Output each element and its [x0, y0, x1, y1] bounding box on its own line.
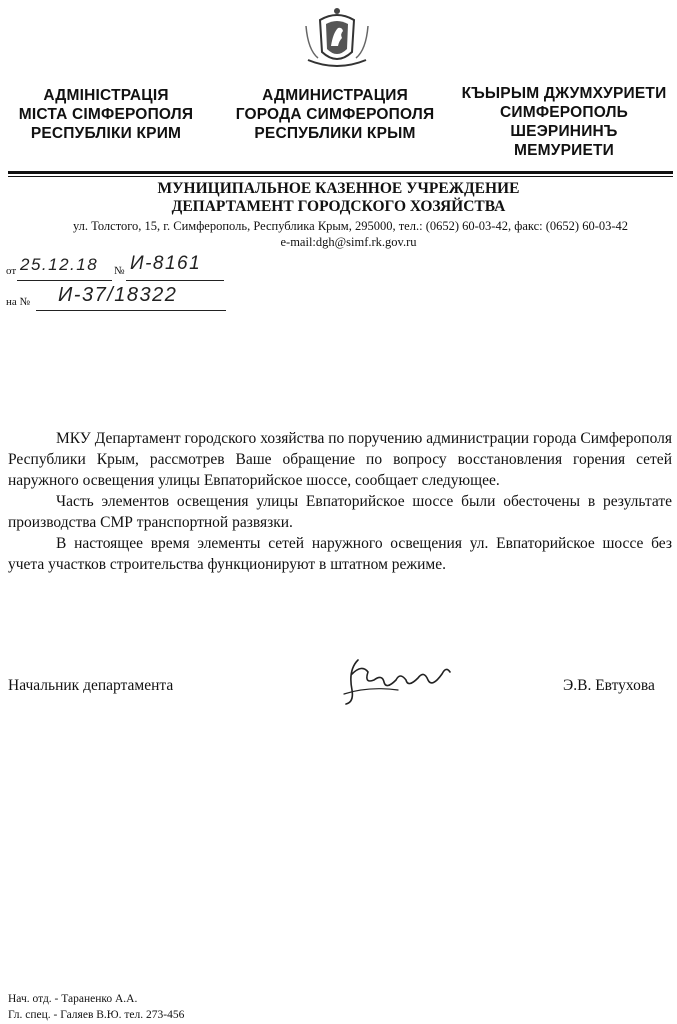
reply-number-label: на № [6, 296, 31, 308]
header-divider-thick [8, 171, 673, 174]
signatory-name: Э.В. Евтухова [563, 677, 655, 694]
number-label: № [114, 265, 125, 277]
handwritten-signature [338, 650, 458, 710]
header-russian [224, 86, 446, 143]
header-crimean-tatar-line: КЪЫРЫМ ДЖУМХУРИЕТИ [461, 85, 667, 102]
organization-address: ул. Толстого, 15, г. Симферополь, Республика Крым, 295000, тел.: (0652) 60-03-42, факс: (0652) 60-03-42 [72, 219, 629, 233]
number-value-handwritten: И-8161 [130, 253, 202, 274]
header-ukrainian-line: МІСТА СІМФЕРОПОЛЯ [18, 106, 194, 123]
letter-body [8, 428, 672, 575]
header-russian-line: ГОРОДА СИМФЕРОПОЛЯ [235, 106, 435, 123]
reply-number-value-handwritten: И-37/18322 [58, 284, 178, 306]
header-ukrainian-line: АДМІНІСТРАЦІЯ [43, 87, 169, 104]
organization-email: e-mail:dgh@simf.rk.gov.ru [280, 235, 417, 249]
reply-number-underline [36, 310, 226, 311]
coat-of-arms-emblem [302, 6, 372, 70]
header-crimean-tatar-line: МЕМУРИЕТИ [513, 142, 615, 159]
date-label: от [6, 265, 17, 277]
footer-executor-1: Нач. отд. - Тараненко А.А. [8, 993, 138, 1005]
header-crimean-tatar [456, 84, 672, 160]
header-russian-line: РЕСПУБЛИКИ КРЫМ [254, 125, 416, 142]
organization-name-line1: МУНИЦИПАЛЬНОЕ КАЗЕННОЕ УЧРЕЖДЕНИЕ [157, 180, 520, 197]
body-paragraph: В настоящее время элементы сетей наружного освещения ул. Евпаторийское шоссе без учета участков строительства функционируют в штатном режиме. [8, 535, 672, 573]
date-value-handwritten: 25.12.18 [20, 255, 99, 274]
body-paragraph: Часть элементов освещения улицы Евпаторийское шоссе были обесточены в результате производства СМР транспортной развязки. [8, 493, 672, 531]
header-ukrainian-line: РЕСПУБЛІКИ КРИМ [30, 125, 182, 142]
footer-executor-2: Гл. спец. - Галяев В.Ю. тел. 273-456 [8, 1009, 185, 1021]
organization-name-line2: ДЕПАРТАМЕНТ ГОРОДСКОГО ХОЗЯЙСТВА [171, 198, 506, 215]
header-crimean-tatar-line: ШЕЭРИНИНЪ [510, 123, 618, 140]
date-underline [17, 280, 112, 281]
body-paragraph: МКУ Департамент городского хозяйства по поручению администрации города Симферополя Республики Крым, рассмотрев Ваше обращение по вопросу восстановления горения сетей наружного освещения улицы Евпаторийское шоссе, сообщает следующее. [8, 430, 672, 489]
header-ukrainian [4, 86, 208, 143]
header-russian-line: АДМИНИСТРАЦИЯ [262, 87, 408, 104]
signatory-position: Начальник департамента [8, 677, 174, 694]
number-underline [126, 280, 224, 281]
header-divider-thin [8, 176, 673, 177]
header-crimean-tatar-line: СИМФЕРОПОЛЬ [499, 104, 629, 121]
